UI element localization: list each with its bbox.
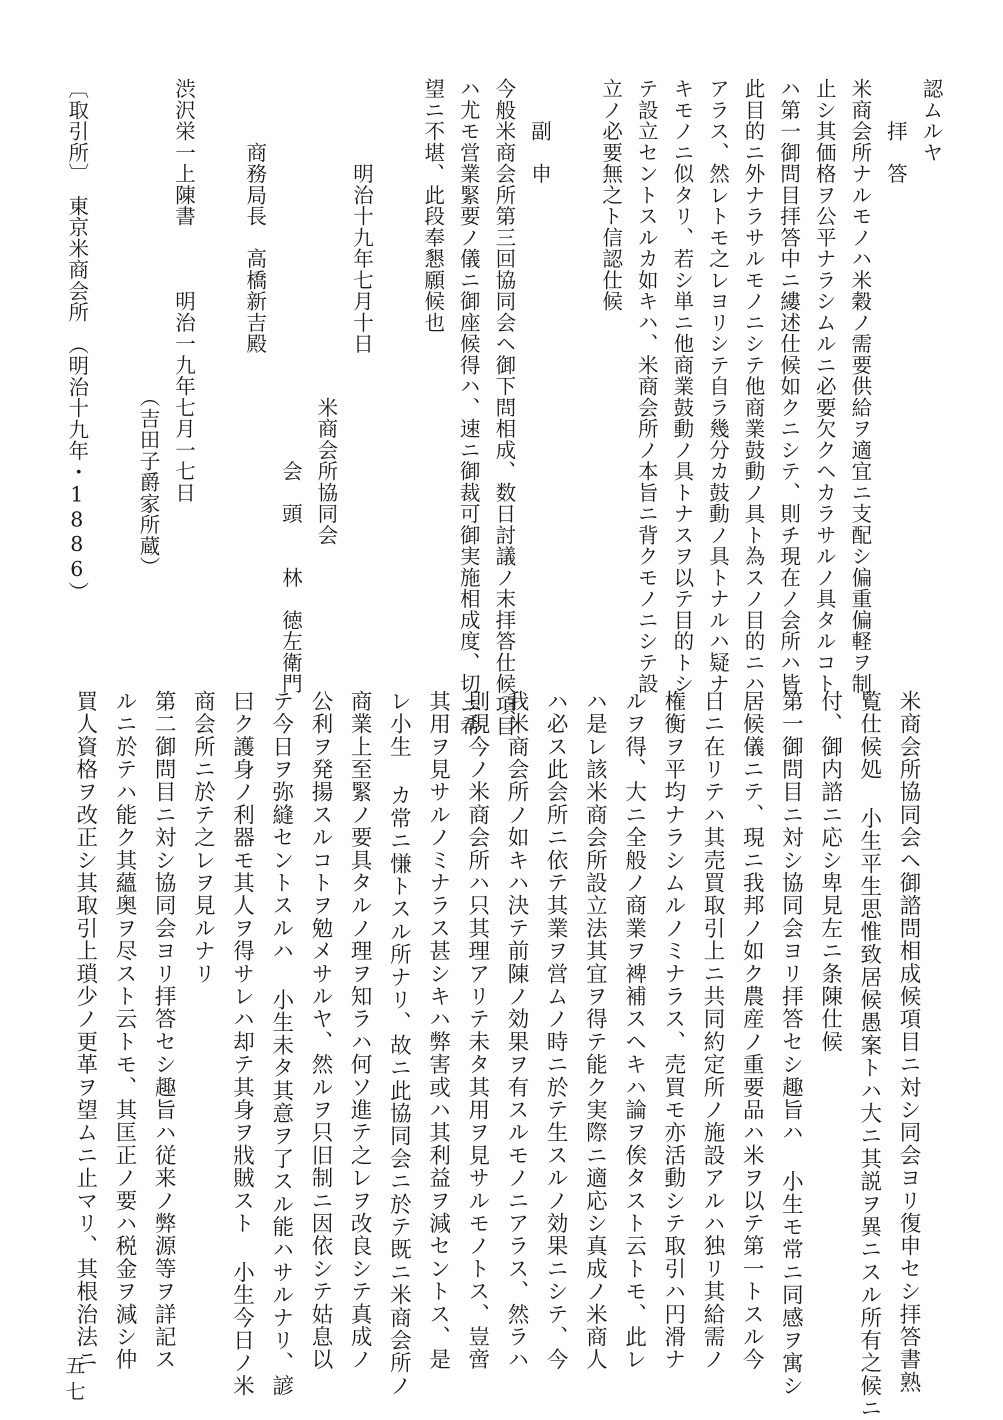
upper-text-block: 認ムルヤ 拝 答 米商会所ナルモノハ米穀ノ需要供給ヲ適宜ニ支配シ偏重偏軽ヲ制 止シ其価格ヲ公平ナラシムルニ必要欠クヘカラサルノ具タルコト ハ第一御問目拝答中ニ縷述仕候如クニシテ、則チ現在ノ会所ハ皆 此目的ニ外ナラサルモノニシテ他商業鼓動ノ具ト為スノ目的ニハ アラス、然レトモ之レヨリシテ自ラ幾分カ鼓動ノ具トナルハ疑ナ キモノニ似タリ、若シ単ニ他商業鼓動ノ具トナスヲ以テ目的トシ テ設立セントスルカ如キハ、米商会所ノ本旨ニ背クモノニシテ設 立ノ必要無之ト信認仕候 副 申 今般米商会所第三回協同会ヘ御下問相成、数日討議ノ末拝答仕候項目 ハ尤モ営業緊要ノ儀ニ御座候得ハ、速ニ御裁可御実施相成度、切ニ希 望ニ不堪、此段奉懇願候也 明治十九年七月十日 米商会所協同会 会 頭 林 徳左衛門 商務局長 高橋新吉殿 渋沢栄一上陳書 明治一九年七月一七日 （吉田子爵家所蔵） 〔取引所〕 東京米商会所 （明治十九年・1886） — [64, 78, 943, 737]
lower-text-block: 米商会所協同会ヘ御諮問相成候項目ニ対シ同会ヨリ復申セシ拝答書熟 覧仕候処 小生平生思惟致居候愚案トハ大ニ其説ヲ異ニスル所有之候ニ 付、御内諮ニ応シ卑見左ニ条陳仕候 第一御問目ニ対シ協同会ヨリ拝答セシ趣旨ハ 小生モ常ニ同感ヲ寓シ 居候儀ニテ、現ニ我邦ノ如ク農産ノ重要品ハ米ヲ以テ第一トスル今 日ニ在リテハ其売買取引上ニ共同約定所ノ施設アルハ独リ其給需ノ 権衡ヲ平均ナラシムルノミナラス、売買モ亦活動シテ取引ハ円滑ナ ルヲ得、大ニ全般ノ商業ヲ裨補スヘキハ論ヲ俟タスト云トモ、此レ ハ是レ該米商会所設立法其宜ヲ得テ能ク実際ニ適応シ真成ノ米商人 ハ必ス此会所ニ依テ其業ヲ営ムノ時ニ於テ生スルノ効果ニシテ、今 我米商会所ノ如キハ決テ前陳ノ効果ヲ有スルモノニアラス、然ラハ 則現今ノ米商会所ハ只其理アリテ未タ其用ヲ見サルモノトス、豈啻 其用ヲ見サルノミナラス甚シキハ弊害或ハ其利益ヲ減セントス、是 レ小生 カ常ニ慊トスル所ナリ、故ニ此協同会ニ於テ既ニ米商会所ノ 商業上至緊ノ要具タルノ理ヲ知ラハ何ソ進テ之レヲ改良シテ真成ノ 公利ヲ発揚スルコトヲ勉メサルヤ、然ルヲ只旧制ニ因依シテ姑息以 テ今日ヲ弥縫セントスルハ 小生未タ其意ヲ了スル能ハサルナリ、諺 曰ク護身ノ利器モ其人ヲ得サレハ却テ其身ヲ戕賊スト 小生今日ノ米 商会所ニ於テ之レヲ見ルナリ 第二御問目ニ対シ協同会ヨリ拝答セシ趣旨ハ従来ノ弊源等ヲ詳記ス ルニ於テハ能ク其蘊奥ヲ尽スト云トモ、其匡正ノ要ハ税金ヲ減シ仲 買人資格ヲ改正シ其取引上瑣少ノ更革ヲ望ムニ止マリ、其根治法ニ — [72, 690, 921, 1420]
page-number: 五七 — [62, 1355, 86, 1407]
